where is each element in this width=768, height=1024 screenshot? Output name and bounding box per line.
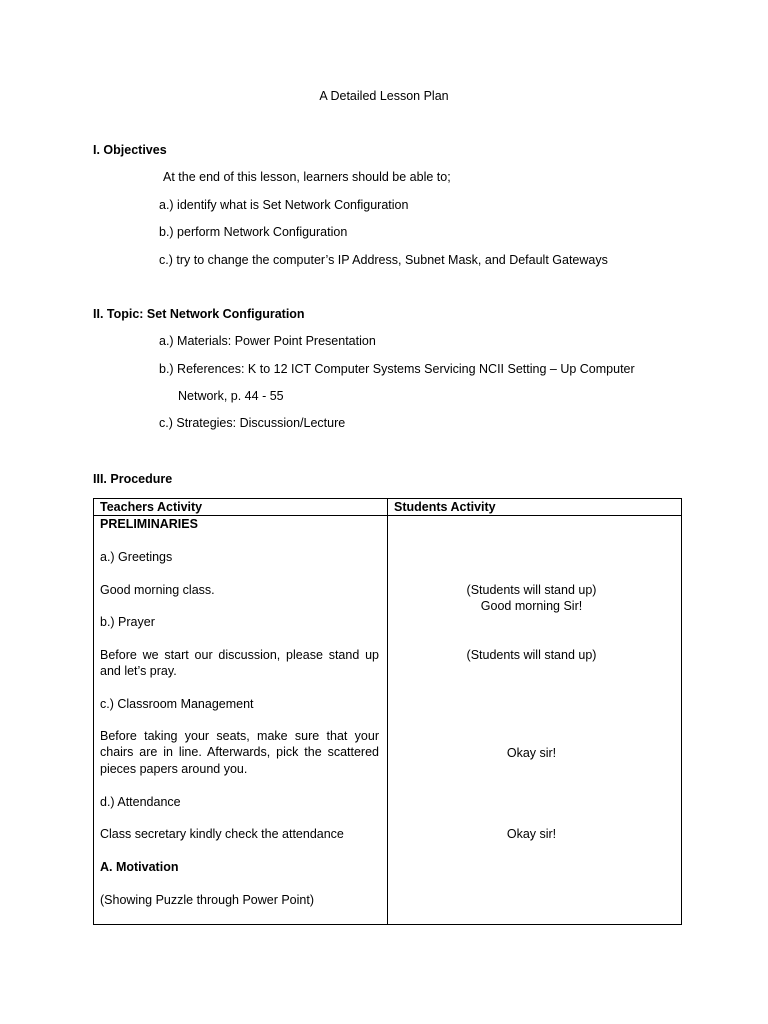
column-header-teachers-activity: Teachers Activity bbox=[94, 499, 388, 516]
objective-item: c.) try to change the computer’s IP Address, Subnet Mask, and Default Gateways bbox=[159, 253, 608, 267]
student-response: (Students will stand up) bbox=[466, 583, 597, 597]
objectives-intro: At the end of this lesson, learners should be able to; bbox=[163, 170, 451, 184]
greetings-text: Good morning class. bbox=[100, 583, 215, 597]
attendance-label: d.) Attendance bbox=[100, 795, 181, 809]
classroom-management-text: Before taking your seats, make sure that your chairs are in line. Afterwards, pick the scattered pieces papers around you. bbox=[100, 729, 379, 776]
objective-item: a.) identify what is Set Network Configuration bbox=[159, 198, 409, 212]
objectives-heading: I. Objectives bbox=[93, 143, 167, 157]
prayer-label: b.) Prayer bbox=[100, 615, 155, 629]
topic-heading: II. Topic: Set Network Configuration bbox=[93, 307, 305, 321]
topic-materials: a.) Materials: Power Point Presentation bbox=[159, 334, 376, 348]
attendance-text: Class secretary kindly check the attendance bbox=[100, 827, 344, 841]
student-response: Okay sir! bbox=[506, 746, 557, 760]
student-response: Good morning Sir! bbox=[480, 599, 583, 613]
motivation-heading: A. Motivation bbox=[100, 860, 179, 874]
procedure-table bbox=[93, 498, 682, 925]
preliminaries-heading: PRELIMINARIES bbox=[100, 517, 198, 531]
procedure-heading: III. Procedure bbox=[93, 472, 173, 486]
motivation-text: (Showing Puzzle through Power Point) bbox=[100, 893, 315, 907]
column-header-students-activity: Students Activity bbox=[388, 499, 682, 516]
classroom-management-label: c.) Classroom Management bbox=[100, 697, 254, 711]
objective-item: b.) perform Network Configuration bbox=[159, 225, 348, 239]
topic-references: b.) References: K to 12 ICT Computer Systems Servicing NCII Setting – Up Computer bbox=[159, 362, 635, 376]
topic-strategies: c.) Strategies: Discussion/Lecture bbox=[159, 416, 346, 430]
student-response: (Students will stand up) bbox=[466, 648, 597, 662]
students-activity-cell bbox=[388, 516, 682, 925]
topic-references-continued: Network, p. 44 - 55 bbox=[178, 389, 284, 403]
teachers-activity-cell bbox=[94, 516, 388, 925]
student-response: Okay sir! bbox=[506, 827, 557, 841]
greetings-label: a.) Greetings bbox=[100, 550, 173, 564]
prayer-text: Before we start our discussion, please stand up and let’s pray. bbox=[100, 648, 379, 679]
document-title: A Detailed Lesson Plan bbox=[319, 89, 449, 103]
